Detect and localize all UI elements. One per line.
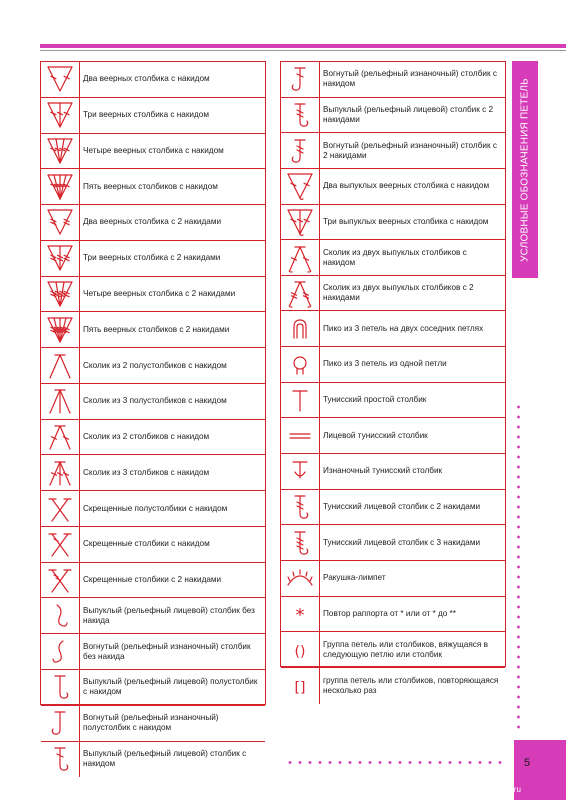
fan-5-dc-icon — [41, 169, 80, 204]
header-rule — [40, 50, 566, 51]
symbol-description: Два веерных столбика с 2 накидами — [83, 217, 222, 227]
symbol-row — [281, 133, 505, 169]
limpet-shell-icon — [281, 561, 320, 596]
fan-3-dc-icon — [41, 98, 80, 133]
tunisian-simple-icon — [281, 383, 320, 418]
picot-single-icon — [281, 347, 320, 382]
bpdc2-icon — [281, 62, 320, 97]
symbols-table-left — [40, 61, 266, 769]
symbol-row — [41, 563, 265, 599]
symbol-description: Два веерных столбика с накидом — [83, 74, 210, 84]
header-rule-accent — [40, 44, 566, 48]
symbol-description: Вогнутый (рельефный изнаночный) столбик с накидом — [323, 69, 497, 89]
symbol-description: Выпуклый (рельефный лицевой) столбик без накида — [83, 605, 255, 625]
section-title: УСЛОВНЫЕ ОБОЗНАЧЕНИЯ ПЕТЕЛЬ — [519, 77, 531, 262]
cluster-fp-2-icon — [281, 240, 320, 275]
symbol-row — [41, 98, 265, 134]
symbol-description: Выпуклый (рельефный лицевой) столбик с 2 накидами — [323, 104, 494, 124]
symbol-description: Тунисский лицевой столбик с 2 накидами — [323, 502, 481, 511]
symbol-row — [41, 241, 265, 277]
fptr-icon — [281, 98, 320, 133]
fan-fp-2-icon — [281, 169, 320, 204]
symbol-description: Тунисский лицевой столбик с 3 накидами — [323, 537, 481, 547]
symbol-description: Сколик из 3 столбиков с накидом — [83, 467, 210, 477]
symbol-description: Пико из 3 петель на двух соседних петлях — [323, 323, 484, 333]
dotted-rule-vertical — [517, 402, 520, 732]
cluster-2-dc-icon — [41, 420, 80, 455]
symbol-row — [281, 454, 505, 490]
symbol-description: Скрещенные столбики с накидом — [83, 539, 210, 549]
fan-fp-3-icon — [281, 205, 320, 240]
tunisian-knit-2yo-icon — [281, 490, 320, 525]
symbol-description: Сколик из 2 полустолбиков с накидом — [83, 360, 227, 370]
bphdc-icon — [41, 706, 80, 741]
symbol-row — [41, 491, 265, 527]
symbol-description: Скрещенные столбики с 2 накидами — [83, 575, 222, 585]
symbol-row — [281, 205, 505, 241]
symbol-row — [41, 205, 265, 241]
fpdc2-icon — [41, 742, 80, 778]
symbol-description: Выпуклый (рельефный лицевой) столбик с накидом — [83, 749, 247, 769]
svg-text:[]: [] — [294, 679, 306, 696]
symbol-row — [281, 668, 505, 704]
symbol-row — [281, 276, 505, 312]
symbol-description: Три веерных столбика с 2 накидами — [83, 253, 221, 263]
symbol-row — [281, 561, 505, 597]
bptr-icon — [281, 133, 320, 168]
symbol-row — [281, 490, 505, 526]
symbol-description: Три выпуклых веерных столбика с накидом — [323, 216, 489, 226]
fpdc-icon — [41, 598, 80, 633]
symbol-description: Сколик из двух выпуклых столбиков с накидом — [323, 247, 467, 267]
section-tab — [512, 61, 538, 278]
symbol-row — [41, 277, 265, 313]
dotted-rule-horizontal — [285, 761, 507, 764]
symbol-row — [281, 383, 505, 419]
symbol-row — [41, 598, 265, 634]
svg-text:(): () — [294, 643, 306, 660]
tunisian-knit-icon — [281, 418, 320, 453]
parentheses-icon — [281, 632, 320, 667]
cluster-3-hdc-icon — [41, 384, 80, 419]
page-number-tab — [514, 740, 566, 800]
symbol-row — [281, 169, 505, 205]
crossed-dc-icon — [41, 527, 80, 562]
symbol-description: Сколик из 2 столбиков с накидом — [83, 432, 210, 442]
fan-2-dc-icon — [41, 62, 80, 97]
symbols-table-right — [280, 61, 506, 696]
symbol-row — [281, 240, 505, 276]
asterisk-icon — [281, 597, 320, 632]
watermark: PassionForum.ru — [460, 785, 521, 794]
symbol-description: Два выпуклых веерных столбика с накидом — [323, 181, 490, 191]
symbol-description: Лицевой тунисский столбик — [323, 430, 428, 440]
symbol-description: Сколик из двух выпуклых столбиков с 2 накидами — [323, 283, 474, 303]
fan-2-tr-icon — [41, 205, 80, 240]
symbol-row — [281, 62, 505, 98]
symbol-row — [41, 527, 265, 563]
symbol-description: Пять веерных столбиков с 2 накидами — [83, 324, 230, 334]
symbol-row — [41, 134, 265, 170]
picot-adjacent-icon — [281, 311, 320, 346]
symbol-row — [41, 634, 265, 670]
fan-5-tr-icon — [41, 312, 80, 347]
page-number: 5 — [524, 757, 531, 769]
cluster-2-hdc-icon — [41, 348, 80, 383]
tunisian-purl-icon — [281, 454, 320, 489]
fan-4-tr-icon — [41, 277, 80, 312]
symbol-description: Скрещенные полустолбики с накидом — [83, 503, 228, 513]
symbol-description: Пико из 3 петель из одной петли — [323, 359, 447, 369]
symbol-row — [41, 348, 265, 384]
symbol-description: Изнаночный тунисский столбик — [323, 466, 443, 476]
symbol-row — [281, 311, 505, 347]
tunisian-knit-3yo-icon — [281, 525, 320, 560]
symbol-description: Группа петель или столбиков, вяжущаяся в следующую петлю или столбик — [323, 639, 488, 659]
crossed-hdc-icon — [41, 491, 80, 526]
symbol-description: Пять веерных столбиков с накидом — [83, 181, 218, 191]
symbol-row — [41, 455, 265, 491]
symbol-row — [281, 525, 505, 561]
fan-3-tr-icon — [41, 241, 80, 276]
symbol-description: Четыре веерных столбика с накидом — [83, 145, 224, 155]
symbol-row — [41, 742, 265, 778]
cluster-3-dc-icon — [41, 455, 80, 490]
brackets-icon — [281, 668, 320, 704]
svg-text:*: * — [295, 604, 305, 626]
symbol-description: Ракушка-лимпет — [323, 573, 386, 583]
symbol-description: Выпуклый (рельефный лицевой) полустолбик с накидом — [83, 677, 258, 697]
symbol-description: Три веерных столбика с накидом — [83, 110, 209, 120]
symbol-row — [41, 706, 265, 742]
symbol-description: Вогнутый (рельефный изнаночный) столбик с 2 накидами — [323, 140, 497, 160]
symbol-row — [41, 670, 265, 706]
bpdc-icon — [41, 634, 80, 669]
symbol-row — [281, 98, 505, 134]
symbol-row — [281, 418, 505, 454]
crossed-tr-icon — [41, 563, 80, 598]
symbol-row — [41, 420, 265, 456]
symbol-description: Тунисский простой столбик — [323, 395, 427, 405]
symbol-description: Повтор раппорта от * или от * до ** — [323, 608, 456, 618]
symbol-row — [41, 312, 265, 348]
symbol-row — [281, 632, 505, 668]
fphdc-icon — [41, 670, 80, 705]
symbol-row — [41, 169, 265, 205]
symbol-description: Вогнутый (рельефный изнаночный) полустолбик с накидом — [83, 713, 219, 733]
symbol-row — [41, 62, 265, 98]
symbol-description: Сколик из 3 полустолбиков с накидом — [83, 396, 227, 406]
cluster-fp-2tr-icon — [281, 276, 320, 311]
symbol-description: Четыре веерных столбика с 2 накидами — [83, 288, 236, 298]
fan-4-dc-icon — [41, 134, 80, 169]
symbol-row — [281, 597, 505, 633]
symbol-description: Вогнутый (рельефный изнаночный) столбик без накида — [83, 641, 251, 661]
symbol-row — [41, 384, 265, 420]
symbol-row — [281, 347, 505, 383]
symbol-description: группа петель или столбиков, повторяющаяся несколько раз — [323, 675, 499, 695]
